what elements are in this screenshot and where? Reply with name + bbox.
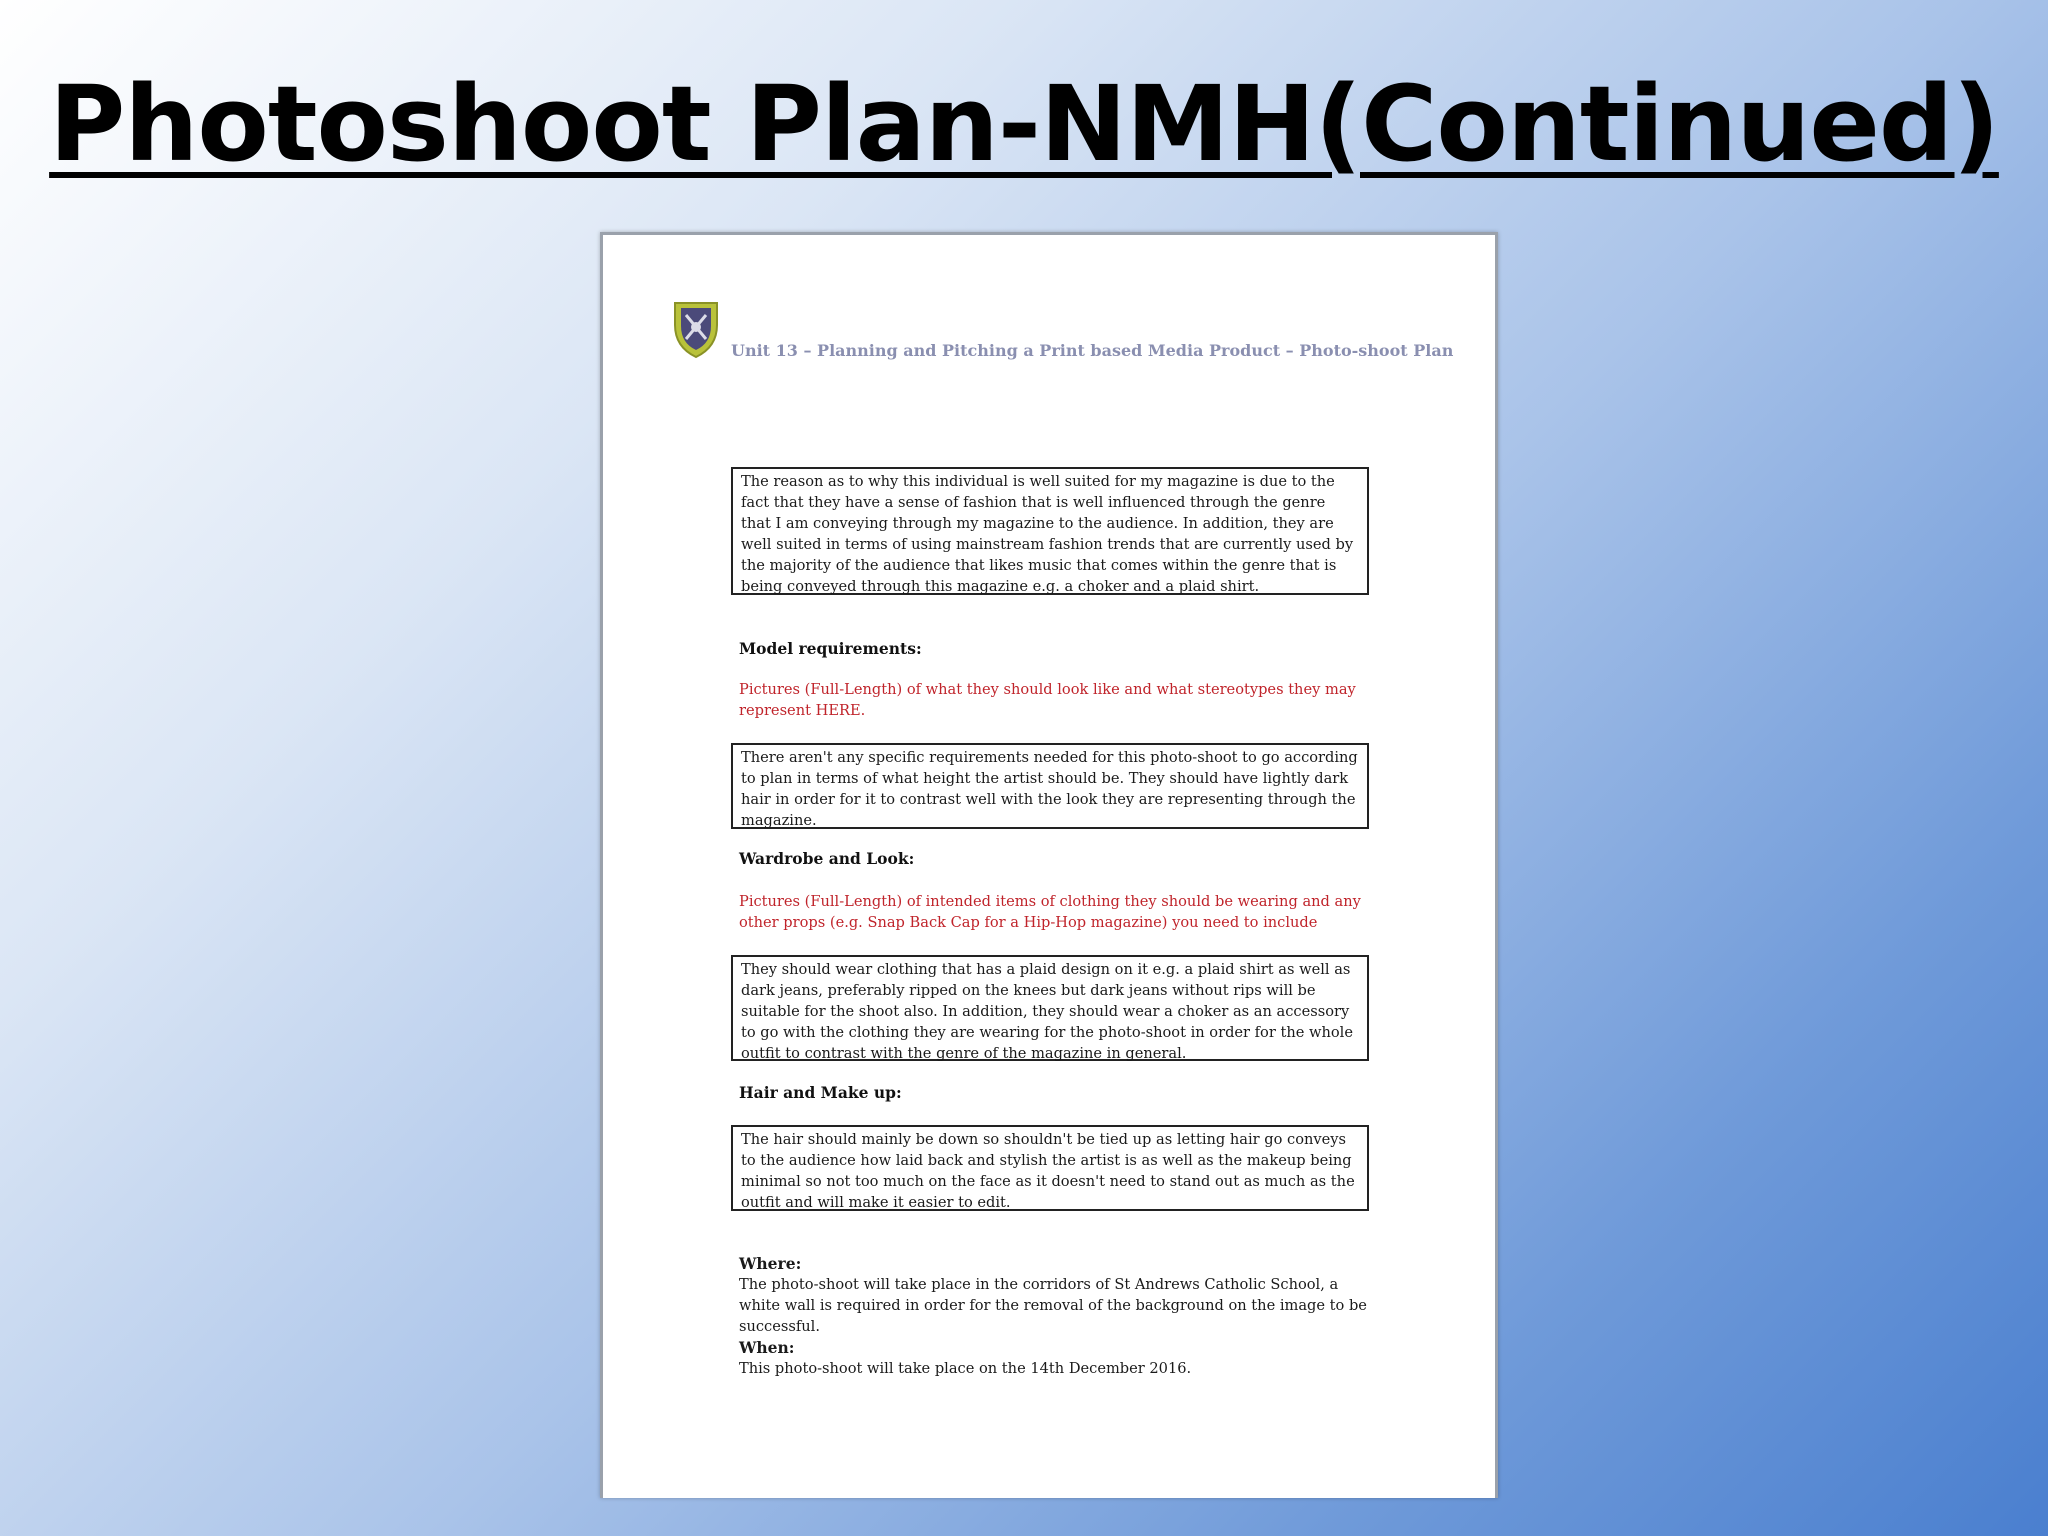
where-when-section <box>739 1253 1369 1379</box>
hair-makeup-box: The hair should mainly be down so shouldn't be tied up as letting hair go conveys to the audience how laid back and stylish the artist is as well as the makeup being minimal so not too much on the face as it doesn't need to stand out as much as the outfit and will make it easier to edit. <box>731 1125 1369 1211</box>
model-requirements-box: There aren't any specific requirements needed for this photo-shoot to go according to plan in terms of what height the artist should be. They should have lightly dark hair in order for it to contrast well with the look they are representing through the magazine. <box>731 743 1369 829</box>
school-crest-icon <box>671 299 721 359</box>
where-text: The photo-shoot will take place in the corridors of St Andrews Catholic School, a white wall is required in order for the removal of the background on the image to be successful. <box>739 1276 1367 1335</box>
model-requirements-heading: Model requirements: <box>739 639 922 658</box>
document-header: Unit 13 – Planning and Pitching a Print based Media Product – Photo-shoot Plan <box>731 341 1454 360</box>
wardrobe-heading: Wardrobe and Look: <box>739 849 915 868</box>
reason-box: The reason as to why this individual is well suited for my magazine is due to the fact that they have a sense of fashion that is well influenced through the genre that I am conveying through my magazine to the audience. In addition, they are well suited in terms of using mainstream fashion trends that are currently used by the majority of the audience that likes music that comes within the genre that is being conveyed through this magazine e.g. a choker and a plaid shirt. <box>731 467 1369 595</box>
where-label: Where: <box>739 1254 802 1273</box>
slide-title: Photoshoot Plan-NMH(Continued) <box>49 63 1999 185</box>
wardrobe-box: They should wear clothing that has a plaid design on it e.g. a plaid shirt as well as dark jeans, preferably ripped on the knees but dark jeans without rips will be suitable for the shoot also. In addition, they should wear a choker as an accessory to go with the clothing they are wearing for the photo-shoot in order for the whole outfit to contrast with the genre of the magazine in general. <box>731 955 1369 1061</box>
hair-makeup-heading: Hair and Make up: <box>739 1083 902 1102</box>
wardrobe-prompt: Pictures (Full-Length) of intended items of clothing they should be wearing and any other props (e.g. Snap Back Cap for a Hip-Hop magazine) you need to include <box>739 893 1361 931</box>
document-page <box>600 232 1498 1498</box>
when-text: This photo-shoot will take place on the 14th December 2016. <box>739 1360 1192 1377</box>
when-label: When: <box>739 1338 795 1357</box>
model-requirements-prompt: Pictures (Full-Length) of what they should look like and what stereotypes they may represent HERE. <box>739 681 1356 719</box>
